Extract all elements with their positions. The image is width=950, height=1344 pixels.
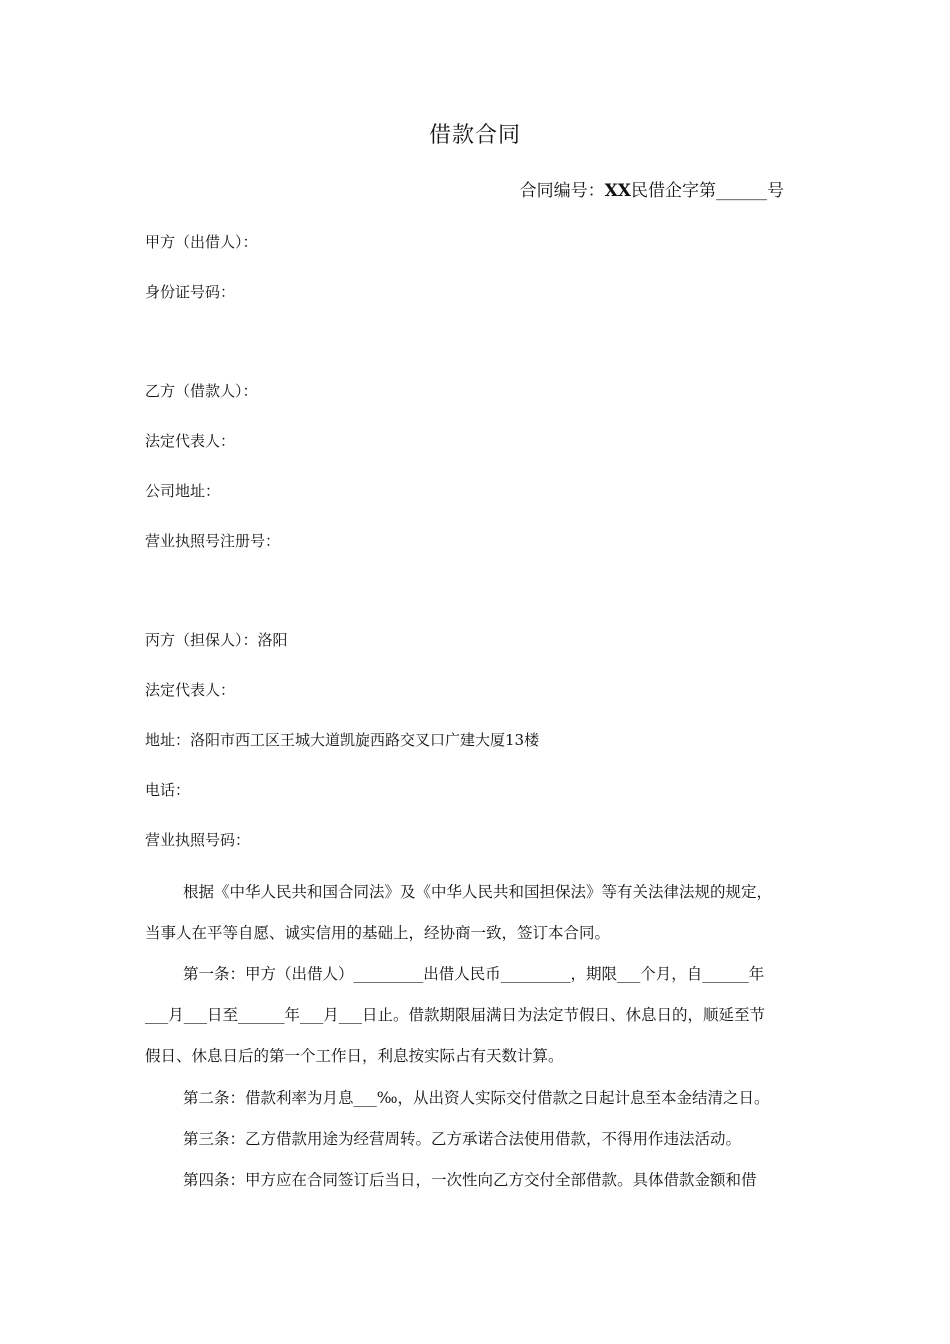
article-1-line-2: ___月___日至______年___月___日止。借款期限届满日为法定节假日、休息日的，顺延至节 xyxy=(145,1006,766,1024)
article-1-line-3: 假日、休息日后的第一个工作日，利息按实际占有天数计算。 xyxy=(145,1047,564,1065)
party-c-legal-rep: 法定代表人： xyxy=(145,681,236,699)
article-1-line-1: 第一条：甲方（出借人）_________出借人民币_________，期限___个月，自______年 xyxy=(183,965,765,983)
article-2: 第二条：借款利率为月息___‰，从出资人实际交付借款之日起计息至本金结清之日。 xyxy=(183,1089,770,1107)
contract-number-rest: 民借企字第______号 xyxy=(631,181,784,201)
contract-number xyxy=(520,176,784,201)
party-b-label: 乙方（借款人）： xyxy=(145,382,258,400)
party-a-label: 甲方（出借人）： xyxy=(145,233,258,251)
contract-number-prefix: 合同编号： xyxy=(519,181,605,201)
article-3: 第三条：乙方借款用途为经营周转。乙方承诺合法使用借款，不得用作违法活动。 xyxy=(183,1130,742,1148)
party-b-license: 营业执照号注册号： xyxy=(145,532,281,550)
party-b-legal-rep: 法定代表人： xyxy=(145,432,236,450)
preamble-line-1: 根据《中华人民共和国合同法》及《中华人民共和国担保法》等有关法律法规的规定， xyxy=(183,883,773,901)
party-c-phone: 电话： xyxy=(145,781,191,799)
party-b-address: 公司地址： xyxy=(145,482,221,500)
party-c-label: 丙方（担保人）：洛阳 xyxy=(145,631,288,649)
article-4-line-1: 第四条：甲方应在合同签订后当日，一次性向乙方交付全部借款。具体借款金额和借 xyxy=(183,1171,757,1189)
contract-number-code: XX xyxy=(604,181,631,201)
party-c-license: 营业执照号码： xyxy=(145,831,251,849)
preamble-line-2: 当事人在平等自愿、诚实信用的基础上，经协商一致，签订本合同。 xyxy=(145,924,611,942)
party-c-address: 地址：洛阳市西工区王城大道凯旋西路交叉口广建大厦13楼 xyxy=(145,731,540,749)
document-title: 借款合同 xyxy=(428,123,521,148)
party-a-id-number: 身份证号码： xyxy=(145,283,236,301)
